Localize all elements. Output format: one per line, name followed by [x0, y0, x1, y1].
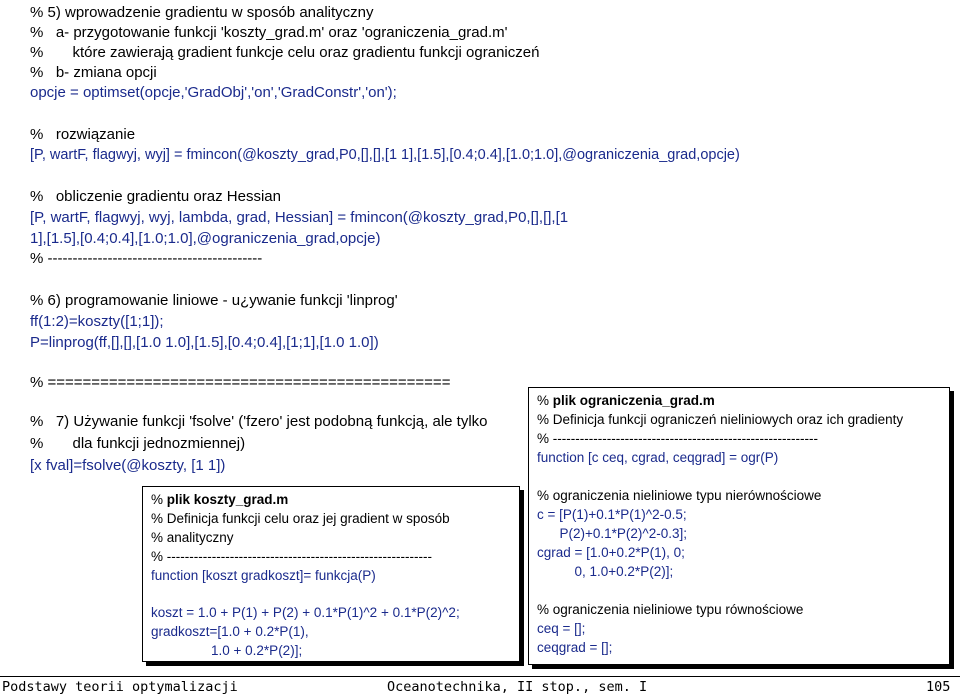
comment-line: % obliczenie gradientu oraz Hessian: [30, 188, 281, 205]
code-box-koszty: [142, 486, 520, 662]
box-code-line: koszt = 1.0 + P(1) + P(2) + 0.1*P(1)^2 + 0.1*P(2)^2;: [151, 605, 460, 620]
footer-program: Oceanotechnika, II stop., sem. I: [387, 679, 648, 695]
footer-course-title: Podstawy teorii optymalizacji: [2, 679, 238, 695]
box-code-line: 0, 1.0+0.2*P(2)];: [537, 564, 674, 579]
code-line: [P, wartF, flagwyj, wyj] = fmincon(@koszty_grad,P0,[],[],[1 1],[1.5],[0.4;0.4],[1.0;1.0],@ograniczenia_grad,opcje): [30, 147, 740, 163]
comment-line: % 7) Używanie funkcji 'fsolve' ('fzero' jest podobną funkcją, ale tylko: [30, 413, 488, 430]
comment-line: % rozwiązanie: [30, 126, 136, 143]
box-title: % plik koszty_grad.m: [151, 492, 289, 507]
box-code-line: gradkoszt=[1.0 + 0.2*P(1),: [151, 624, 309, 639]
footer-page-number: 105: [926, 679, 951, 695]
box-code-line: P(2)+0.1*P(2)^2-0.3];: [537, 526, 688, 541]
box-comment-line: % Definicja funkcji celu oraz jej gradient w sposób: [151, 511, 450, 526]
separator-line: % ==============================================: [30, 374, 451, 391]
box-comment-line: % Definicja funkcji ograniczeń nieliniowych oraz ich gradienty: [537, 412, 904, 427]
box-comment-line: % ograniczenia nieliniowe typu równościowe: [537, 602, 804, 617]
comment-line: % które zawierają gradient funkcje celu oraz gradientu funkcji ograniczeń: [30, 44, 540, 61]
code-line: [x fval]=fsolve(@koszty, [1 1]): [30, 457, 226, 474]
comment-line: % dla funkcji jednozmiennej): [30, 435, 246, 452]
comment-line: % a- przygotowanie funkcji 'koszty_grad.m' oraz 'ograniczenia_grad.m': [30, 24, 508, 41]
box-separator: % -----------------------------------------------------------: [537, 431, 818, 446]
box-code-line: function [koszt gradkoszt]= funkcja(P): [151, 568, 376, 583]
box-separator: % -----------------------------------------------------------: [151, 549, 432, 564]
comment-line: % 6) programowanie liniowe - u¿ywanie funkcji 'linprog': [30, 292, 398, 309]
box-comment-line: % analityczny: [151, 530, 234, 545]
box-code-line: 1.0 + 0.2*P(2)];: [151, 643, 303, 658]
box-title: % plik ograniczenia_grad.m: [537, 393, 715, 408]
code-line: [P, wartF, flagwyj, wyj, lambda, grad, Hessian] = fmincon(@koszty_grad,P0,[],[],[1: [30, 209, 569, 226]
box-code-line: ceq = [];: [537, 621, 586, 636]
comment-line: % 5) wprowadzenie gradientu w sposób analityczny: [30, 4, 374, 21]
page-footer: [0, 676, 960, 699]
comment-line: % b- zmiana opcji: [30, 64, 157, 81]
code-line: 1],[1.5],[0.4;0.4],[1.0;1.0],@ograniczenia_grad,opcje): [30, 230, 381, 247]
code-line: opcje = optimset(opcje,'GradObj','on','GradConstr','on');: [30, 84, 397, 101]
box-code-line: function [c ceq, cgrad, ceqgrad] = ogr(P): [537, 450, 779, 465]
box-code-line: cgrad = [1.0+0.2*P(1), 0;: [537, 545, 685, 560]
box-code-line: ceqgrad = [];: [537, 640, 613, 655]
separator-line: % -------------------------------------------: [30, 250, 263, 267]
code-line: ff(1:2)=koszty([1;1]);: [30, 313, 164, 330]
code-line: P=linprog(ff,[],[],[1.0 1.0],[1.5],[0.4;0.4],[1;1],[1.0 1.0]): [30, 334, 379, 351]
code-box-ograniczenia: [528, 387, 950, 665]
box-comment-line: % ograniczenia nieliniowe typu nierównościowe: [537, 488, 822, 503]
box-code-line: c = [P(1)+0.1*P(1)^2-0.5;: [537, 507, 687, 522]
